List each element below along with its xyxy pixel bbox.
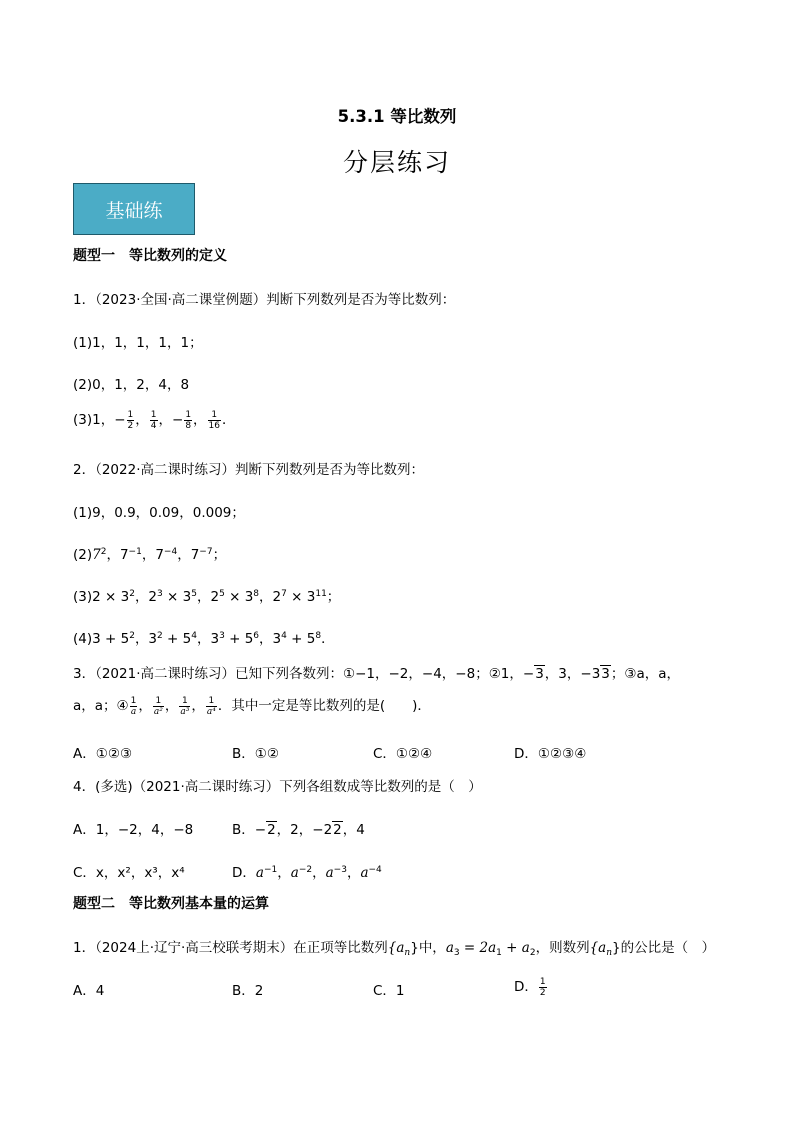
fraction: $\frac{1}{2}$ bbox=[539, 976, 546, 998]
s1-q3-option-b: B．①② bbox=[232, 746, 279, 762]
fraction: $\frac{1}{4}$ bbox=[150, 409, 157, 431]
s1-q2-item2: $(2)7^2$，$7^{-1}$，$7^{-4}$，$7^{-7}$； bbox=[73, 547, 227, 563]
s1-q1-item1: (1)1，1，1，1，1； bbox=[73, 335, 203, 351]
s1-q3-option-c: C．①②④ bbox=[373, 746, 433, 762]
s2-q1-option-d: D． $\frac{1}{2}$ bbox=[514, 976, 546, 998]
s1-q4-option-b: B．−2，2，−22，4 bbox=[232, 822, 365, 838]
s1-q1-stem: 1．（2023·全国·高二课堂例题）判断下列数列是否为等比数列： bbox=[73, 292, 456, 308]
s1-q2-item4: $(4)3 + 5^2$，$3^2 + 5^4$，$3^3 + 5^6$，$3^4 + 5^8$． bbox=[73, 631, 335, 647]
s2-q1-option-c: C．1 bbox=[373, 983, 405, 999]
page-subtitle: 分层练习 bbox=[342, 148, 451, 177]
fraction: $\frac{1}{a}$ bbox=[130, 695, 137, 717]
fraction: $\frac{1}{8}$ bbox=[185, 409, 192, 431]
page-title: 5.3.1 等比数列 bbox=[337, 107, 457, 126]
s1-q2-stem: 2．（2022·高二课时练习）判断下列数列是否为等比数列： bbox=[73, 462, 424, 478]
s2-q1-option-b: B．2 bbox=[232, 983, 264, 999]
s2-q1-option-a: A．4 bbox=[73, 983, 105, 999]
s1-q3-line2: a，a；④ $\frac{1}{a}$ ， $\frac{1}{\text{a²}}$ ， $\frac{1}{\text{a³}}$ ， $\frac{1}{\text{a⁴}}$ ．其中一定是等比数列的是( )． bbox=[73, 695, 431, 717]
s2-q1-stem: 1．（2024上·辽宁·高三校联考期末）在正项等比数列$\{a_n\}$中，$a_3 = 2a_1 + a_2$，则数列$\{a_n\}$的公比是（ ） bbox=[73, 940, 716, 958]
s1-q2-item3: $(3)2 \times 3^2$，$2^3 \times 3^5$，$2^5 \times 3^8$，$2^7 \times 3^{11}$； bbox=[73, 589, 341, 605]
section1-heading: 题型一 等比数列的定义 bbox=[73, 248, 227, 264]
fraction: $\frac{1}{2}$ bbox=[127, 409, 134, 431]
section2-heading: 题型二 等比数列基本量的运算 bbox=[73, 896, 269, 912]
s1-q1-item3: (3)1，− $\frac{1}{2}$ ， $\frac{1}{4}$ ，− $\frac{1}{8}$ ， $\frac{1}{16}$ ． bbox=[73, 409, 236, 431]
fraction: $\frac{1}{16}$ bbox=[208, 409, 220, 431]
s1-q4-option-a: A．1，−2，4，−8 bbox=[73, 822, 194, 838]
fraction: $\frac{1}{\text{a²}}$ bbox=[153, 695, 163, 717]
s1-q1-item2: (2)0，1，2，4，8 bbox=[73, 377, 190, 393]
fraction: $\frac{1}{\text{a⁴}}$ bbox=[206, 695, 216, 717]
s1-q4-option-c: C．x，x²，x³，x⁴ bbox=[73, 865, 185, 881]
s1-q2-item1: (1)9，0.9，0.09，0.009； bbox=[73, 505, 245, 521]
s1-q3-option-d: D．①②③④ bbox=[514, 746, 587, 762]
s1-q3-stem: 3．（2021·高二课时练习）已知下列各数列：①−1，−2，−4，−8；②1，−3，3，−33；③a，a， bbox=[73, 666, 681, 682]
fraction: $\frac{1}{\text{a³}}$ bbox=[180, 695, 190, 717]
s1-q3-option-a: A．①②③ bbox=[73, 746, 133, 762]
s1-q4-stem: 4．(多选)（2021·高二课时练习）下列各组数成等比数列的是（ ） bbox=[73, 779, 482, 795]
s1-q4-option-d: D．$a^{-1}$，$a^{-2}$，$a^{-3}$，$a^{-4}$ bbox=[232, 865, 382, 881]
level-badge: 基础练 bbox=[73, 183, 195, 235]
